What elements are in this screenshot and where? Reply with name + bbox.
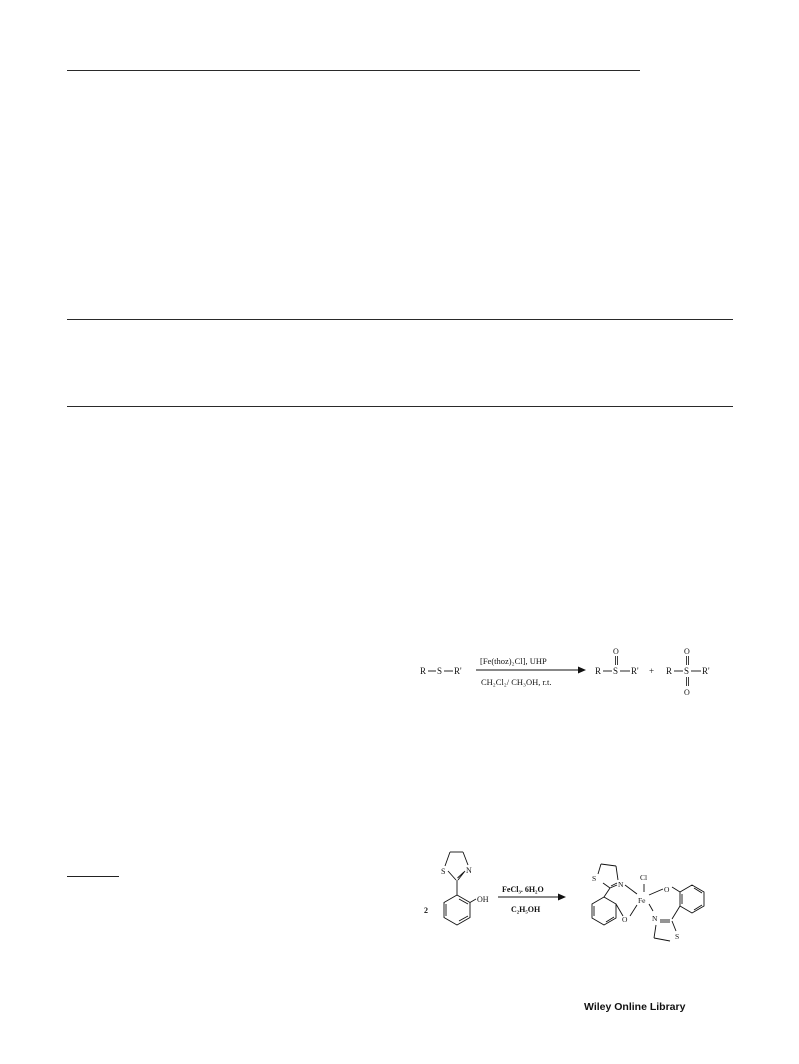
ligand-n: N (466, 866, 472, 875)
complex-n-right: N (652, 914, 658, 923)
ligand-s: S (441, 867, 446, 876)
complex-cl: Cl (640, 873, 648, 882)
sulfide-s: S (437, 666, 443, 676)
complex-o-right: O (664, 885, 670, 894)
sulfone-r2: R' (702, 666, 710, 676)
heading-underline (67, 876, 119, 877)
scheme2-reagent: FeCl₃. 6H₂O (502, 885, 544, 894)
complex-n-left: N (618, 880, 624, 889)
plus-sign: + (649, 666, 655, 676)
sulfone-r: R (666, 666, 673, 676)
complex-fe: Fe (638, 896, 646, 905)
sulfide-oxidation-scheme (420, 644, 720, 700)
stoichiometry-coefficient: 2 (424, 906, 428, 915)
scheme2-solvent: C₂H₅OH (511, 905, 541, 914)
sulfone-o-bottom: O (684, 688, 690, 697)
sulfide-r: R (420, 666, 427, 676)
wiley-online-library-logo: Wiley Online Library (584, 1001, 686, 1013)
header-rule (67, 70, 640, 71)
sulfone-o-top: O (684, 647, 690, 656)
complex-s-right: S (675, 932, 680, 941)
complex-structure (592, 864, 704, 941)
sulfoxide-r: R (595, 666, 602, 676)
ligand-structure (444, 852, 476, 925)
sulfoxide-o: O (613, 647, 619, 656)
sulfide-r2: R' (454, 666, 462, 676)
scheme1-reagents: [Fe(thoz)₂Cl], UHP (480, 656, 547, 666)
complex-synthesis-scheme (418, 840, 718, 950)
sulfoxide-r2: R' (631, 666, 639, 676)
complex-o-left: O (622, 915, 628, 924)
section-rule-lower (67, 406, 733, 407)
sulfoxide-s: S (613, 666, 619, 676)
sulfone-s: S (684, 666, 690, 676)
ligand-oh: OH (477, 895, 489, 904)
complex-s-left: S (592, 874, 597, 883)
section-rule-upper (67, 319, 733, 320)
scheme1-conditions: CH₂Cl₂/ CH₃OH, r.t. (481, 677, 552, 687)
